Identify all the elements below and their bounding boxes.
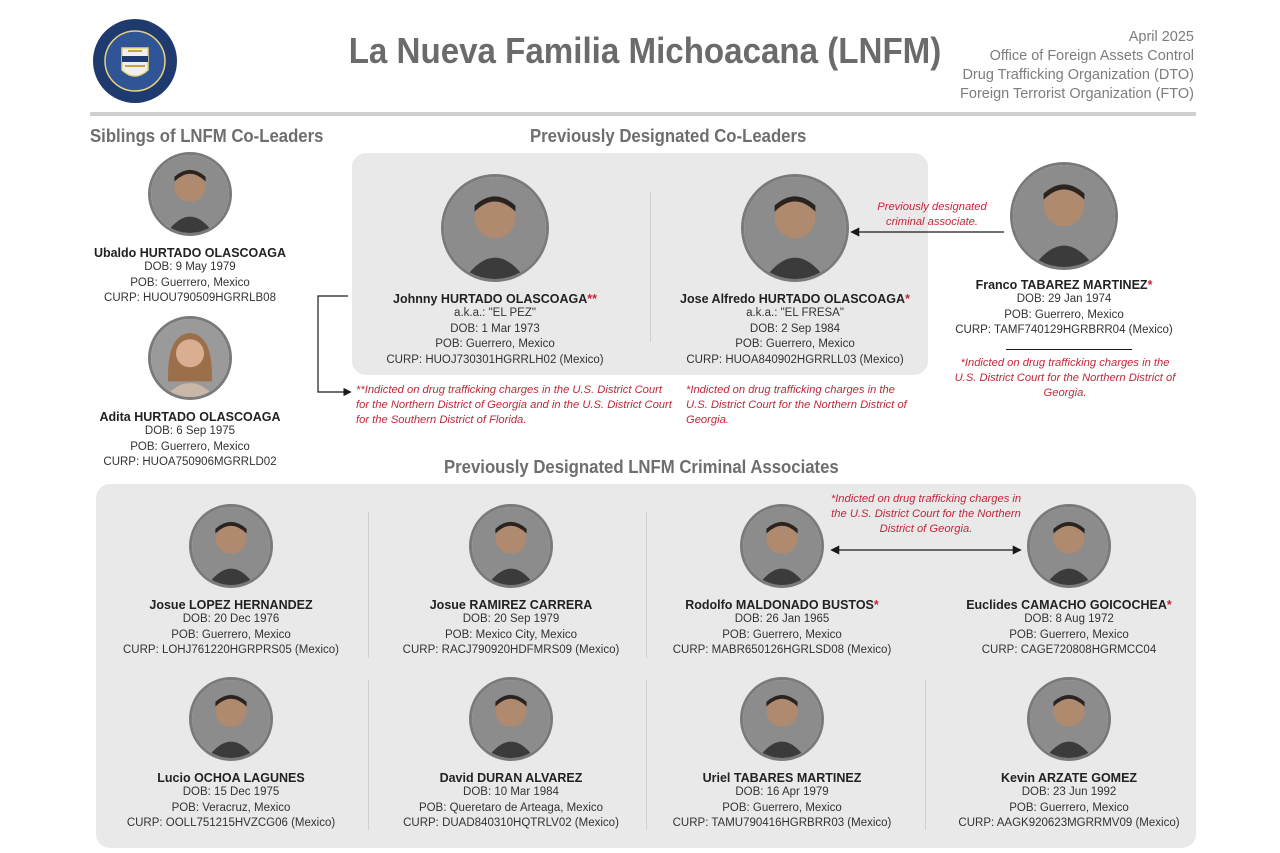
person-photo — [1010, 162, 1118, 270]
person-pob: POB: Guerrero, Mexico — [735, 338, 855, 350]
person-dob: DOB: 15 Dec 1975 — [182, 786, 280, 798]
associate-card — [654, 504, 910, 659]
person-photo — [740, 504, 824, 588]
panel-divider — [368, 512, 369, 658]
person-photo — [1027, 677, 1111, 761]
person-dob: DOB: 29 Jan 1974 — [1016, 293, 1112, 305]
person-name: Rodolfo MALDONADO BUSTOS — [685, 598, 874, 612]
associate-card — [944, 504, 1194, 659]
person-curp: CURP: CAGE720808HGRMCC04 — [981, 644, 1157, 656]
person-name: Josue RAMIREZ CARRERA — [429, 598, 593, 612]
person-curp: CURP: HUOA840902HGRRLL03 (Mexico) — [686, 353, 904, 366]
panel-divider — [925, 680, 926, 830]
sibling-card — [80, 316, 300, 471]
coleader-card — [360, 174, 630, 368]
arrow-label: Previously designated criminal associate. — [877, 201, 987, 228]
person-pob: POB: Mexico City, Mexico — [444, 628, 578, 641]
person-curp: CURP: RACJ790920HDFMRS09 (Mexico) — [402, 644, 620, 656]
person-curp: CURP: OOLL751215HVZCG06 (Mexico) — [126, 817, 336, 829]
person-curp: CURP: HUOJ730301HGRRLH02 (Mexico) — [386, 353, 604, 366]
coleaders-section-title: Previously Designated Co-Leaders — [530, 126, 807, 146]
person-dob: DOB: 20 Dec 1976 — [182, 613, 280, 625]
associate-card — [654, 677, 910, 832]
panel-divider — [646, 512, 647, 658]
person-name: Franco TABAREZ MARTINEZ — [975, 278, 1148, 292]
person-pob: POB: Queretaro de Arteaga, Mexico — [418, 801, 604, 814]
person-name: Adita HURTADO OLASCOAGA — [99, 410, 281, 424]
associate-card — [944, 677, 1194, 832]
associate-card — [386, 504, 636, 659]
person-curp: CURP: HUOU790509HGRRLB08 — [104, 292, 276, 304]
person-dob: DOB: 8 Aug 1972 — [1024, 613, 1114, 625]
person-pob: POB: Guerrero, Mexico — [1009, 628, 1129, 641]
associate-card — [106, 504, 356, 659]
person-name: Kevin ARZATE GOMEZ — [1000, 771, 1138, 785]
header-dto: Drug Trafficking Organization (DTO) — [962, 67, 1194, 83]
person-pob: POB: Guerrero, Mexico — [722, 801, 842, 814]
person-pob: POB: Guerrero, Mexico — [1009, 801, 1129, 814]
person-pob: POB: Guerrero, Mexico — [130, 276, 250, 289]
person-name: Uriel TABARES MARTINEZ — [702, 771, 862, 785]
page-title: La Nueva Familia Michoacana (LNFM) — [348, 30, 942, 71]
sibling-card — [80, 152, 300, 307]
person-dob: DOB: 26 Jan 1965 — [734, 613, 830, 625]
person-name: Euclides CAMACHO GOICOCHEA — [966, 598, 1167, 612]
person-curp: CURP: LOHJ761220HGRPRS05 (Mexico) — [122, 644, 340, 656]
treasury-seal — [92, 18, 178, 104]
person-aka: a.k.a.: "EL FRESA" — [746, 307, 844, 319]
person-pob: POB: Guerrero, Mexico — [1004, 308, 1124, 321]
person-curp: CURP: HUOA750906MGRRLD02 — [103, 456, 277, 468]
person-curp: CURP: TAMU790416HGRBRR03 (Mexico) — [672, 817, 892, 829]
person-dob: DOB: 16 Apr 1979 — [735, 786, 829, 798]
person-pob: POB: Guerrero, Mexico — [130, 440, 250, 453]
person-name: Lucio OCHOA LAGUNES — [157, 771, 305, 785]
header-fto: Foreign Terrorist Organization (FTO) — [960, 86, 1194, 102]
person-dob: DOB: 6 Sep 1975 — [144, 425, 236, 437]
person-curp: CURP: MABR650126HGRLSD08 (Mexico) — [672, 644, 892, 656]
person-photo — [189, 677, 273, 761]
header-divider — [90, 112, 1196, 116]
person-photo — [441, 174, 549, 282]
person-photo — [189, 504, 273, 588]
person-aka: a.k.a.: "EL PEZ" — [454, 307, 536, 319]
person-curp: CURP: TAMF740129HGRBRR04 (Mexico) — [955, 324, 1173, 336]
associate-card-franco — [946, 162, 1182, 339]
person-photo — [148, 152, 232, 236]
panel-divider — [646, 680, 647, 830]
person-pob: POB: Guerrero, Mexico — [171, 628, 291, 641]
person-name: David DURAN ALVAREZ — [439, 771, 583, 785]
coleader-indictment-note-2: *Indicted on drug trafficking charges in the U.S. District Court for the Northern District of Georgia. — [686, 384, 907, 426]
associate-arrow-note: *Indicted on drug trafficking charges in the U.S. District Court for the Northern District of Georgia. — [830, 493, 1022, 535]
person-curp: CURP: DUAD840310HQTRLV02 (Mexico) — [403, 817, 619, 829]
header-office: Office of Foreign Assets Control — [989, 48, 1194, 64]
person-photo — [469, 504, 553, 588]
person-dob: DOB: 2 Sep 1984 — [749, 322, 841, 335]
indictment-mark: ** — [587, 292, 597, 306]
associate-card — [106, 677, 356, 832]
person-pob: POB: Guerrero, Mexico — [435, 338, 555, 350]
person-photo — [741, 174, 849, 282]
person-name: Ubaldo HURTADO OLASCOAGA — [93, 246, 287, 260]
franco-indictment-note: *Indicted on drug trafficking charges in the U.S. District Court for the Northern District of Georgia. — [954, 357, 1176, 399]
coleader-indictment-note-1: **Indicted on drug trafficking charges in the U.S. District Court for the Northern District of Georgia and in the U.S. District Court for the Southern District of Florida. — [356, 384, 672, 426]
person-dob: DOB: 20 Sep 1979 — [462, 613, 560, 625]
indictment-mark: * — [873, 598, 879, 612]
header-meta — [960, 28, 1194, 104]
indictment-mark: * — [1166, 598, 1172, 612]
person-pob: POB: Veracruz, Mexico — [171, 801, 291, 814]
person-curp: CURP: AAGK920623MGRRMV09 (Mexico) — [958, 817, 1180, 829]
person-photo — [148, 316, 232, 400]
associate-card — [386, 677, 636, 832]
panel-divider — [650, 192, 651, 342]
associates-section-title: Previously Designated LNFM Criminal Associates — [444, 457, 839, 477]
person-pob: POB: Guerrero, Mexico — [722, 628, 842, 641]
franco-divider — [1006, 349, 1132, 350]
person-name: Josue LOPEZ HERNANDEZ — [149, 598, 313, 612]
person-photo — [740, 677, 824, 761]
person-photo — [469, 677, 553, 761]
person-dob: DOB: 9 May 1979 — [144, 261, 236, 273]
person-dob: DOB: 23 Jun 1992 — [1021, 786, 1117, 798]
header-date: April 2025 — [1128, 29, 1194, 45]
siblings-section-title: Siblings of LNFM Co-Leaders — [90, 126, 324, 146]
person-photo — [1027, 504, 1111, 588]
person-dob: DOB: 10 Mar 1984 — [463, 786, 559, 798]
indictment-mark: * — [1147, 278, 1153, 292]
person-name: Jose Alfredo HURTADO OLASCOAGA — [680, 292, 906, 306]
person-dob: DOB: 1 Mar 1973 — [450, 322, 540, 335]
indictment-mark: * — [905, 292, 910, 306]
panel-divider — [368, 680, 369, 830]
person-name: Johnny HURTADO OLASCOAGA — [393, 292, 588, 306]
